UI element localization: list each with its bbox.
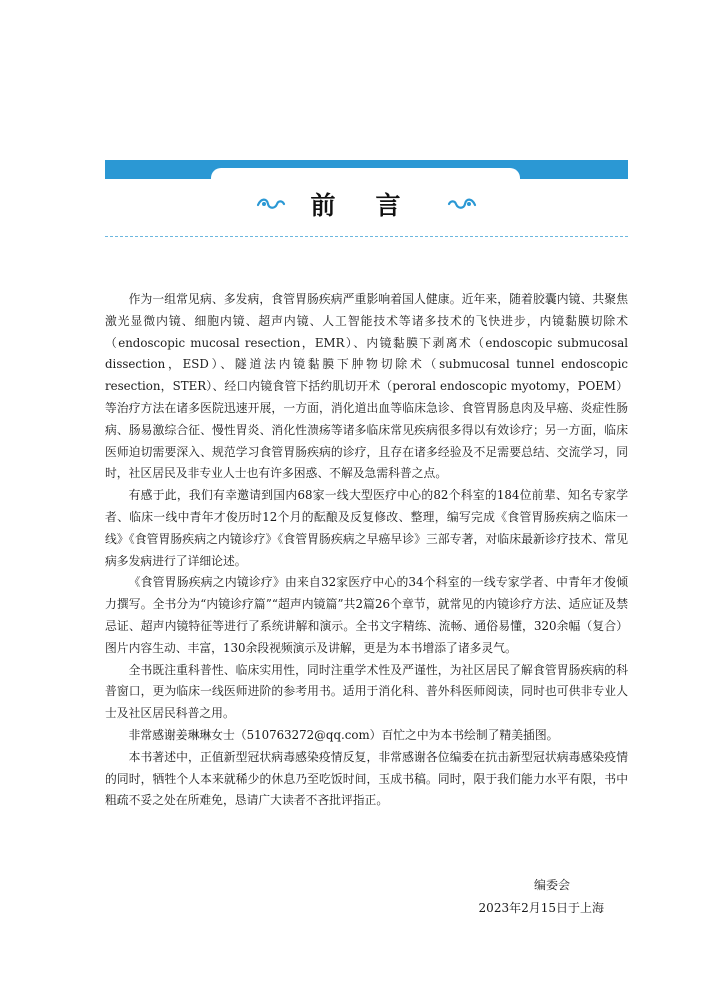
title-row <box>105 186 628 222</box>
paragraph: 本书著述中，正值新型冠状病毒感染疫情反复，非常感谢各位编委在抗击新型冠状病毒感染疫情的同时，牺牲个人本来就稀少的休息乃至吃饭时间，玉成书稿。同时，限于我们能力水平有限，书中粗疏不妥之处在所难免，恳请广大读者不吝批评指正。 <box>105 749 628 808</box>
page-title: 前言 <box>310 191 441 220</box>
paragraph: 全书既注重科普性、临床实用性，同时注重学术性及严谨性，为社区居民了解食管胃肠疾病的科普窗口，更为临床一线医师进阶的参考用书。适用于消化科、普外科医师阅读，同时也可供非专业人士及社区居民科普之用。 <box>105 662 628 721</box>
paragraph: 非常感谢姜琳琳女士（510763272@qq.com）百忙之中为本书绘制了精美插图。 <box>128 727 559 742</box>
paragraph: 作为一组常见病、多发病，食管胃肠疾病严重影响着国人健康。近年来，随着胶囊内镜、共聚焦激光显微内镜、细胞内镜、超声内镜、人工智能技术等诸多技术的飞快进步，内镜黏膜切除术（endoscopic mucosal resection，EMR）、内镜黏膜下剥离术（endoscopic submucosal dissection，ESD）、隧道法内镜黏膜下肿物切除术（submucosal tunnel endoscopic resection，STER）、经口内镜食管下括约肌切开术（peroral endoscopic myotomy，POEM）等治疗方法在诸多医院迅速开展，一方面，消化道出血等临床急诊、食管胃肠息肉及早癌、炎症性肠病、肠易激综合征、慢性胃炎、消化性溃疡等诸多临床常见疾病很多得以有效诊疗；另一方面，临床医师迫切需要深入、规范学习食管胃肠疾病的诊疗，且存在诸多经验及不足需要总结、交流学习，同时，社区居民及非专业人士也有许多困惑、不解及急需科普之点。 <box>105 292 628 481</box>
right-swirl-ornament-icon <box>447 196 477 212</box>
signature-block <box>479 874 604 920</box>
signature-date: 2023年2月15日于上海 <box>478 901 604 915</box>
title-divider <box>105 236 628 237</box>
paragraph: 有感于此，我们有幸邀请到国内68家一线大型医疗中心的82个科室的184位前辈、知名专家学者、临床一线中青年才俊历时12个月的酝酿及反复修改、整理，编写完成《食管胃肠疾病之临床一线》《食管胃肠疾病之内镜诊疗》《食管胃肠疾病之早癌早诊》三部专著，对临床最新诊疗技术、常见病多发病进行了详细论述。 <box>105 488 628 568</box>
signature-editor: 编委会 <box>533 878 570 892</box>
paragraph: 《食管胃肠疾病之内镜诊疗》由来自32家医疗中心的34个科室的一线专家学者、中青年才俊倾力撰写。全书分为“内镜诊疗篇”“超声内镜篇”共2篇26个章节，就常见的内镜诊疗方法、适应证及禁忌证、超声内镜特征等进行了系统讲解和演示。全书文字精练、流畅、通俗易懂，320余幅（复合）图片内容生动、丰富，130余段视频演示及讲解，更是为本书增添了诸多灵气。 <box>105 575 628 655</box>
left-swirl-ornament-icon <box>256 196 286 212</box>
preface-body <box>105 289 628 812</box>
